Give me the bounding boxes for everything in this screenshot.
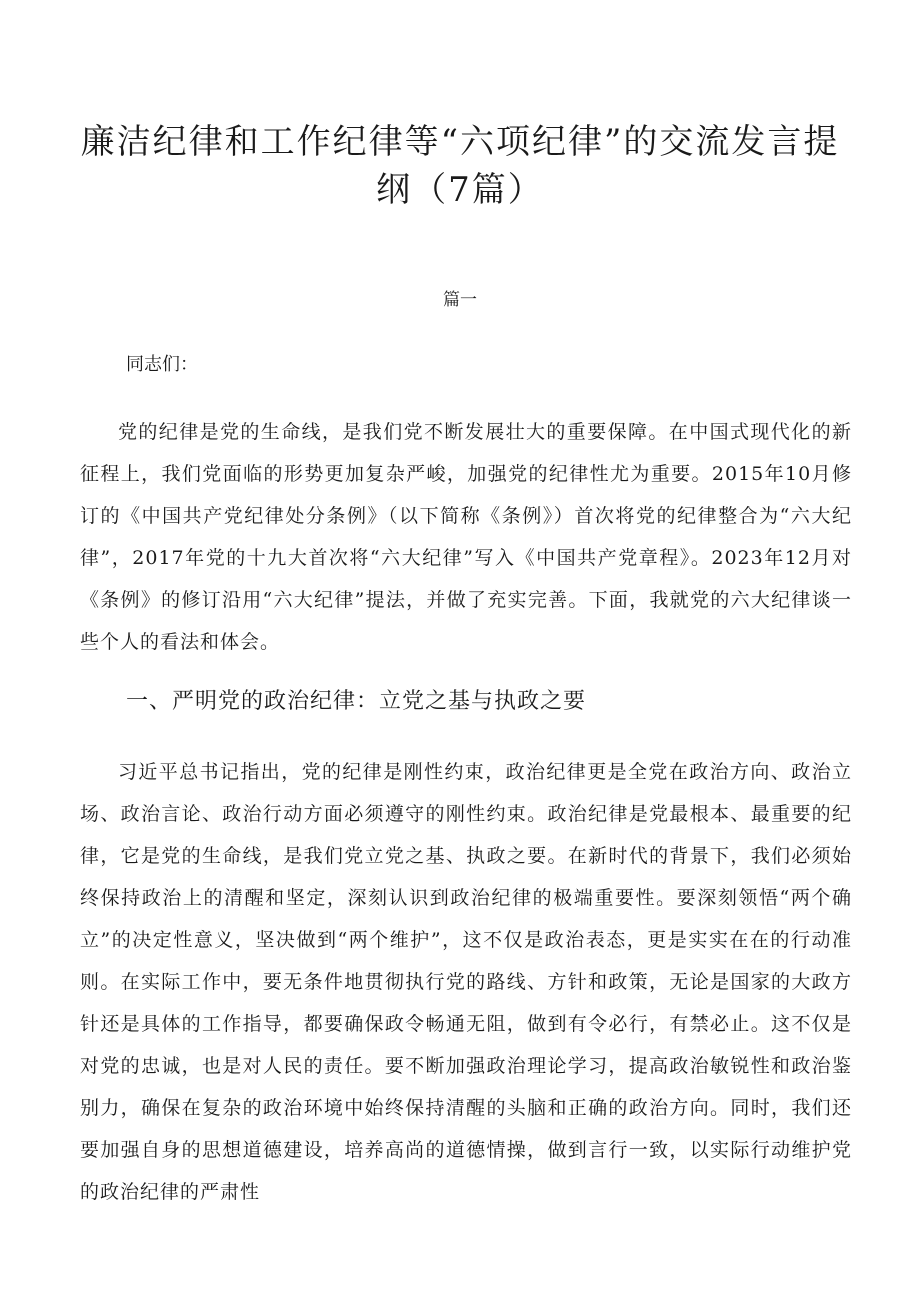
paragraph-intro: 党的纪律是党的生命线，是我们党不断发展壮大的重要保障。在中国式现代化的新征程上，我们党面临的形势更加复杂严峻，加强党的纪律性尤为重要。2015年10月修订的《中国共产党纪律处分条例》（以下简称《条例》）首次将党的纪律整合为“六大纪律”，2017年党的十九大首次将“六大纪律”写入《中国共产党章程》。2023年12月对《条例》的修订沿用“六大纪律”提法，并做了充实完善。下面，我就党的六大纪律谈一些个人的看法和体会。 [80, 421, 852, 653]
greeting: 同志们： [126, 354, 198, 375]
document-title: 廉洁纪律和工作纪律等“六项纪律”的交流发言提纲（7篇） [80, 122, 840, 210]
section-label: 篇一 [443, 290, 477, 310]
heading-political-discipline: 一、严明党的政治纪律：立党之基与执政之要 [126, 689, 587, 714]
paragraph-political-discipline: 习近平总书记指出，党的纪律是刚性约束，政治纪律更是全党在政治方向、政治立场、政治言论、政治行动方面必须遵守的刚性约束。政治纪律是党最根本、最重要的纪律，它是党的生命线，是我们党立党之基、执政之要。在新时代的背景下，我们必须始终保持政治上的清醒和坚定，深刻认识到政治纪律的极端重要性。要深刻领悟“两个确立”的决定性意义，坚决做到“两个维护”，这不仅是政治表态，更是实实在在的行动准则。在实际工作中，要无条件地贯彻执行党的路线、方针和政策，无论是国家的大政方针还是具体的工作指导，都要确保政令畅通无阻，做到有令必行，有禁必止。这不仅是对党的忠诚，也是对人民的责任。要不断加强政治理论学习，提高政治敏锐性和政治鉴别力，确保在复杂的政治环境中始终保持清醒的头脑和正确的政治方向。同时，我们还要加强自身的思想道德建设，培养高尚的道德情操，做到言行一致，以实际行动维护党的政治纪律的严肃性 [80, 761, 852, 1203]
